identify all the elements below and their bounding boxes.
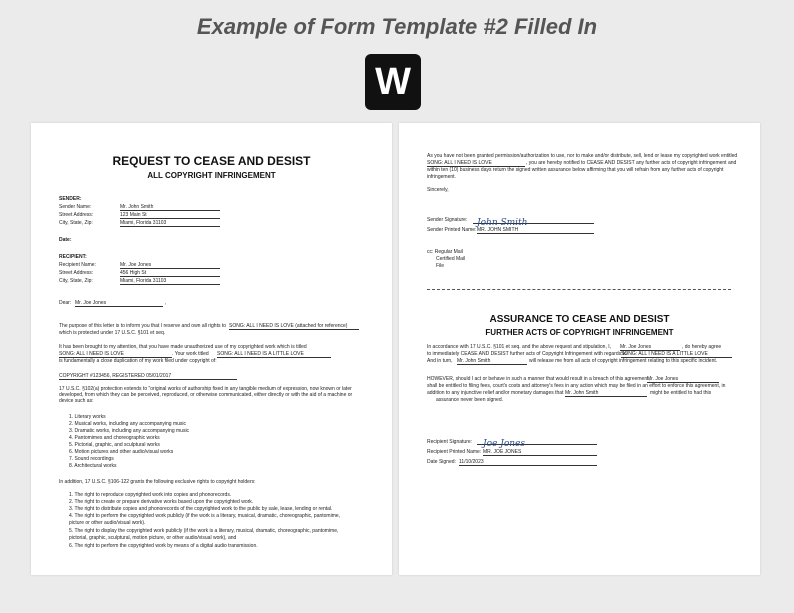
breach-beneficiary-fill[interactable]: Mr. John Smith [565,390,647,397]
infringing-work-fill[interactable]: SONG: ALL I NEED IS A LITTLE LOVE [621,351,732,358]
attention-line-1: It has been brought to my attention, that you have made unauthorized use of my copyrighted work which is titled [59,344,307,350]
works-item: 7. Sound recordings [69,456,114,462]
assurance-title: ASSURANCE TO CEASE AND DESIST [489,314,670,325]
recipient-name-fill[interactable]: Mr. Joe Jones [620,344,680,351]
sender-name-field[interactable]: Mr. John Smith [120,204,220,211]
infringing-work-field[interactable]: SONG: ALL I NEED IS A LITTLE LOVE [217,351,331,358]
entitled-work-field[interactable]: SONG: ALL I NEED IS LOVE [427,160,525,167]
assurance-line-1: In accordance with 17 U.S.C. §101 et seq. and the above request and stipulation, I, [427,344,612,350]
sender-name-label: Sender Name: [59,204,92,210]
sender-signature-label: Sender Signature: [427,217,468,223]
works-item: 1. Literary works [69,414,106,420]
assurance-line-2: to immediately CEASE AND DESIST further acts of Copyright Infringement with regards to [427,351,627,357]
sender-heading: SENDER: [59,196,82,202]
attention-mid: . Your work titled [172,351,209,357]
rights-item: 5. The right to display the copyrighted work publicly (if the work is a literary, musical, dramatic, choreographic, pantomime, [69,528,339,534]
letter-subtitle: ALL COPYRIGHT INFRINGEMENT [147,171,276,180]
rights-intro: In addition, 17 U.S.C. §106-122 grants the following exclusive rights to copyright holders: [59,479,256,485]
sender-signature-field[interactable] [473,212,594,228]
cut-line [427,289,731,290]
sincerely-text: Sincerely, [427,187,449,193]
page-headline: Example of Form Template #2 Filled In [196,14,598,39]
notice-line-1: As you have not been granted permission/authorization to use, nor to make and/or distribute, sell, lend or lease my copyrighted work entitled [427,153,738,159]
rights-item: 4. The right to perform the copyrighted work publicly (if the work is a literary, musical, dramatic, choreographic, pantomime, [69,513,341,519]
recipient-address-field[interactable]: 456 High St [120,270,220,277]
breach-line-1: HOWEVER, should I act or behave in such a manner that would result in a breach of this agreement, [427,376,650,382]
breach-party-fill[interactable]: Mr. Joe Jones [647,376,719,383]
date-signed-label: Date Signed: [427,459,456,465]
assurance-line-3a: And in turn, [427,358,453,364]
rights-item: 6. The right to perform the copyrighted work by means of a digital audio transmission. [69,543,258,549]
works-item: 2. Musical works, including any accompanying music [69,421,186,427]
sender-city-label: City, State, Zip: [59,220,93,226]
works-item: 4. Pantomimes and choreographic works [69,435,160,441]
assurance-subtitle: FURTHER ACTS OF COPYRIGHT INFRINGEMENT [485,328,674,337]
purpose-line-2: which is protected under 17 U.S.C. §101 et seq. [59,330,166,336]
breach-line-3a: addition to any injunctive relief and/or monetary damages that [427,390,564,396]
notice-line-4: infringement. [427,174,456,180]
document-page-1 [31,123,392,575]
dear-comma: , [165,300,167,306]
recipient-printed-name-label: Recipient Printed Name: [427,449,482,455]
dear-name-field[interactable]: Mr. Joe Jones [75,300,163,307]
recipient-signature: Joe Jones [483,439,525,449]
document-page-2 [399,123,760,575]
date-label: Date: [59,237,72,243]
work-owned-field[interactable]: SONG: ALL I NEED IS LOVE (attached for reference) [229,323,359,330]
works-item: 5. Pictorial, graphic, and sculptural works [69,442,160,448]
recipient-address-label: Street Address: [59,270,94,276]
recipient-name-field[interactable]: Mr. Joe Jones [120,262,220,269]
cc-item: File [436,263,445,269]
sender-address-field[interactable]: 123 Main St [120,212,220,219]
breach-line-4: assurance never been signed. [436,397,503,403]
breach-line-2: shall be entitled to filing fees, court's costs and attorney's fees in any action which may be filed in an effort to enforce this agreement, in [427,383,726,389]
works-item: 8. Architectural works [69,463,117,469]
protection-paragraph: 17 U.S.C. §102(a) protection extends to "original works of authorship fixed in any tangible medium of expression, now known or later developed, from which they can be perceived, reproduced, or otherwise communicated, either directly or with the aid of a machine or device such as: [59,386,353,404]
sender-signature: John Smith [477,218,528,228]
sender-printed-name-label: Sender Printed Name: [427,227,477,233]
works-item: 3. Dramatic works, including any accompanying music [69,428,190,434]
recipient-heading: RECIPIENT: [59,254,87,260]
attention-line-3: is fundamentally a close duplication of my work filed under copyright of: [59,358,217,364]
breach-line-3b: might be entitled to had this [650,390,712,396]
assurance-line-1-end: , do hereby agree [682,344,722,350]
notice-line-3: within ten (10) business days return the signed written assurance below affirming that you will refrain from any further acts of copyright [427,167,724,173]
rights-item: 1. The right to reproduce copyrighted work into copies and phonorecords. [69,492,232,498]
recipient-city-label: City, State, Zip: [59,278,93,284]
date-signed-field[interactable]: 11/10/2023 [459,459,597,466]
copyright-registration-field[interactable]: COPYRIGHT #123456, REGISTERED 05/01/2017 [59,373,237,380]
cc-label: cc: Regular Mail [427,249,463,255]
word-logo-icon: W [365,54,421,110]
sender-printed-name-field[interactable]: MR. JOHN SMITH [477,227,594,234]
rights-item: 2. The right to create or prepare derivative works based upon the copyrighted work. [69,499,254,505]
recipient-printed-name-field[interactable]: MR. JOE JONES [483,449,597,456]
rights-item: pictorial, graphic, sculptural, motion picture, or other audio/visual work), and [69,535,237,541]
copyrighted-work-field[interactable]: SONG: ALL I NEED IS LOVE [59,351,172,358]
assurance-line-3b: will release me from all acts of copyright infringement relating to this specific incident. [529,358,718,364]
letter-title: REQUEST TO CEASE AND DESIST [112,154,311,168]
works-item: 6. Motion pictures and other audio/visual works [69,449,174,455]
cc-item: Certified Mail [436,256,466,262]
purpose-line-1: The purpose of this letter is to inform you that I reserve and own all rights to [59,323,227,329]
rights-item: 3. The right to distribute copies and phonorecords of the copyrighted work to the public by sale, lease, lending or rental. [69,506,333,512]
dear-label: Dear: [59,300,72,306]
recipient-signature-label: Recipient Signature: [427,439,473,445]
sender-city-field[interactable]: Miami, Florida 31103 [120,220,220,227]
recipient-signature-field[interactable] [477,433,597,449]
recipient-name-label: Recipient Name: [59,262,96,268]
notice-line-2: , you are hereby notified to CEASE AND DESIST any further acts of copyright infringement and [526,160,737,166]
sender-address-label: Street Address: [59,212,94,218]
sender-name-fill[interactable]: Mr. John Smith [457,358,527,365]
recipient-city-field[interactable]: Miami, Florida 31103 [120,278,220,285]
rights-item: picture or other audio/visual work). [69,520,146,526]
